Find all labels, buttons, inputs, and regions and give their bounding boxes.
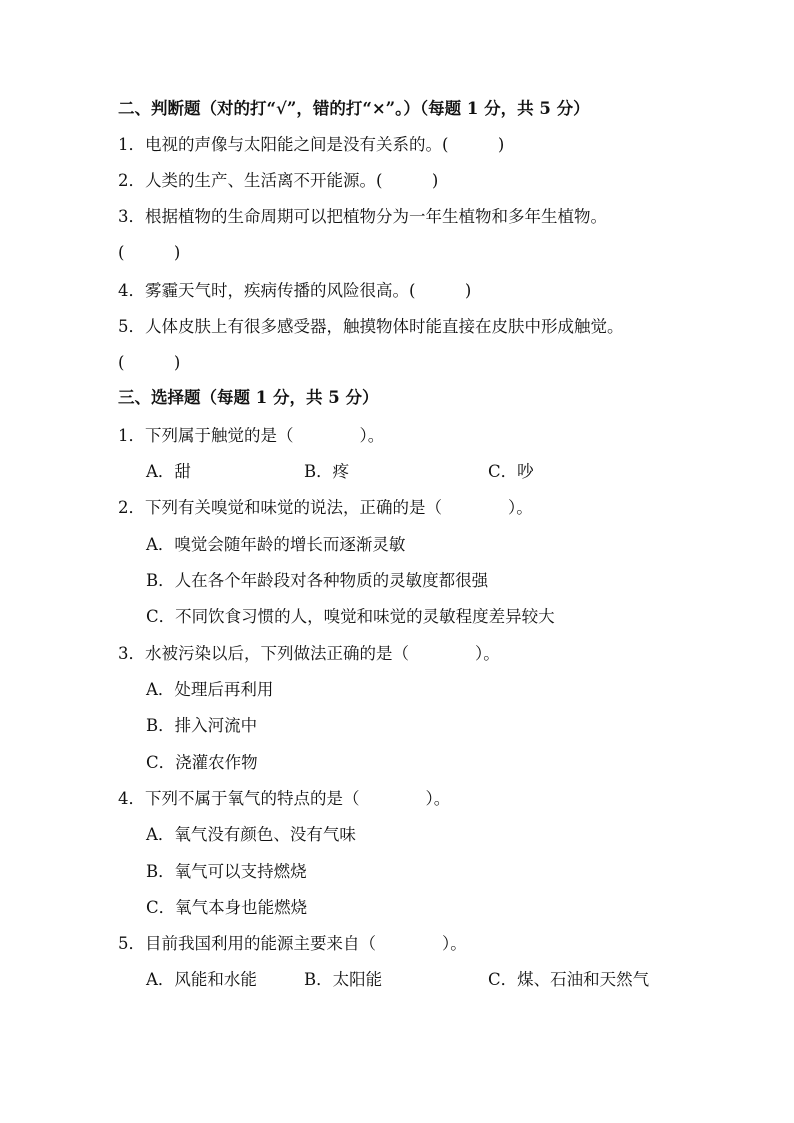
- choice-q5-stem: 5．目前我国利用的能源主要来自（ ）。: [118, 934, 467, 953]
- choice-q3-option-c: C．浇灌农作物: [146, 753, 258, 772]
- choice-q1-stem: 1．下列属于触觉的是（ ）。: [118, 426, 385, 445]
- choice-q5-option-c: C．煤、石油和天然气: [488, 970, 650, 989]
- judge-item-3: 3．根据植物的生命周期可以把植物分为一年生植物和多年生植物。: [118, 207, 607, 226]
- choice-q3-option-b: B．排入河流中: [146, 716, 258, 735]
- judge-item-5-blank: ( ): [118, 353, 181, 372]
- choice-q4-option-a: A．氧气没有颜色、没有气味: [146, 825, 356, 844]
- judge-item-1: 1．电视的声像与太阳能之间是没有关系的。( ): [118, 135, 505, 154]
- choice-q2-stem: 2．下列有关嗅觉和味觉的说法，正确的是（ ）。: [118, 498, 533, 517]
- choice-q3-option-a: A．处理后再利用: [146, 680, 274, 699]
- choice-q1-option-a: A．甜: [146, 462, 191, 481]
- section-title-judge: 二、判断题（对的打“√”，错的打“×”。）（每题 1 分，共 5 分）: [118, 99, 590, 118]
- choice-q2-option-b: B．人在各个年龄段对各种物质的灵敏度都很强: [146, 571, 489, 590]
- choice-q4-stem: 4．下列不属于氧气的特点的是（ ）。: [118, 789, 451, 808]
- judge-item-4: 4．雾霾天气时，疾病传播的风险很高。( ): [118, 281, 472, 300]
- judge-item-2: 2．人类的生产、生活离不开能源。( ): [118, 171, 439, 190]
- judge-item-3-blank: ( ): [118, 243, 181, 262]
- choice-q1-option-c: C．吵: [488, 462, 534, 481]
- choice-q5-option-a: A．风能和水能: [146, 970, 257, 989]
- choice-q1-option-b: B．疼: [304, 462, 350, 481]
- section-title-choice: 三、选择题（每题 1 分，共 5 分）: [118, 388, 379, 407]
- choice-q3-stem: 3．水被污染以后，下列做法正确的是（ ）。: [118, 644, 500, 663]
- choice-q2-option-a: A．嗅觉会随年龄的增长而逐渐灵敏: [146, 535, 406, 554]
- judge-item-5: 5．人体皮肤上有很多感受器，触摸物体时能直接在皮肤中形成触觉。: [118, 317, 624, 336]
- choice-q2-option-c: C．不同饮食习惯的人，嗅觉和味觉的灵敏程度差异较大: [146, 607, 555, 626]
- choice-q4-option-c: C．氧气本身也能燃烧: [146, 898, 308, 917]
- choice-q5-option-b: B．太阳能: [304, 970, 383, 989]
- choice-q4-option-b: B．氧气可以支持燃烧: [146, 862, 307, 881]
